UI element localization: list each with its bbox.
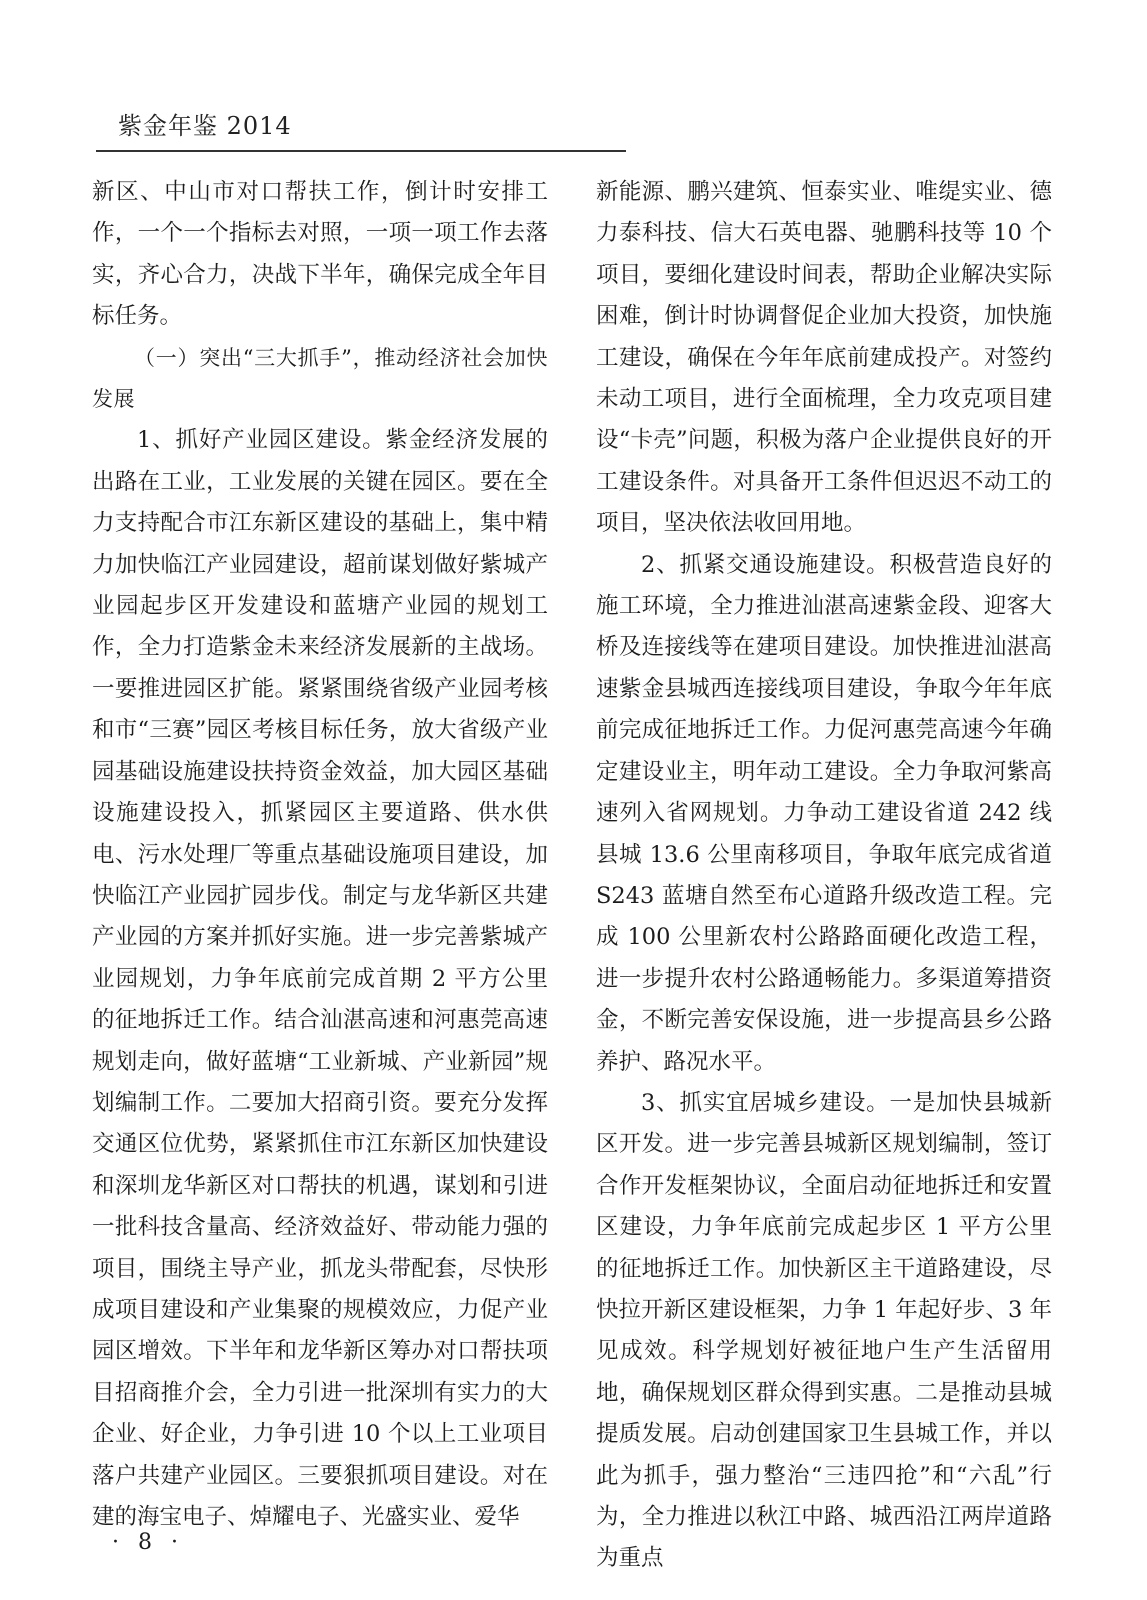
- header-rule: [96, 150, 626, 152]
- paragraph: 1、抓好产业园区建设。紫金经济发展的出路在工业，工业发展的关键在园区。要在全力支持配合市江东新区建设的基础上，集中精力加快临江产业园建设，超前谋划做好紫城产业园起步区开发建设和蓝塘产业园的规划工作，全力打造紫金未来经济发展新的主战场。一要推进园区扩能。紧紧围绕省级产业园考核和市“三赛”园区考核目标任务，放大省级产业园基础设施建设扶持资金效益，加大园区基础设施建设投入，抓紧园区主要道路、供水供电、污水处理厂等重点基础设施项目建设，加快临江产业园扩园步伐。制定与龙华新区共建产业园的方案并抓好实施。进一步完善紫城产业园规划，力争年底前完成首期 2 平方公里的征地拆迁工作。结合汕湛高速和河惠莞高速规划走向，做好蓝塘“工业新城、产业新园”规划编制工作。二要加大招商引资。要充分发挥交通区位优势，紧紧抓住市江东新区加快建设和深圳龙华新区对口帮扶的机遇，谋划和引进一批科技含量高、经济效益好、带动能力强的项目，围绕主导产业，抓龙头带配套，尽快形成项目建设和产业集聚的规模效应，力促产业园区增效。下半年和龙华新区筹办对口帮扶项目招商推介会，全力引进一批深圳有实力的大企业、好企业，力争引进 10 个以上工业项目落户共建产业园区。三要狠抓项目建设。对在建的海宝电子、焯耀电子、光盛实业、爱华: [92, 427, 548, 1530]
- paragraph: 3、抓实宜居城乡建设。一是加快县城新区开发。进一步完善县城新区规划编制，签订合作开发框架协议，全面启动征地拆迁和安置区建设，力争年底前完成起步区 1 平方公里的征地拆迁工作。加快新区主干道路建设，尽快拉开新区建设框架，力争 1 年起好步、3 年见成效。科学规划好被征地户生产生活留用地，确保规划区群众得到实惠。二是推动县城提质发展。启动创建国家卫生县城工作，并以此为抓手，强力整治“三违四抢”和“六乱”行为，全力推进以秋江中路、城西沿江两岸道路为重点: [596, 1089, 1052, 1572]
- left-column: [92, 172, 548, 1530]
- page-number: · 8 ·: [112, 1530, 184, 1555]
- paragraph: 新区、中山市对口帮扶工作，倒计时安排工作，一个一个指标去对照，一项一项工作去落实，齐心合力，决战下半年，确保完成全年目标任务。: [92, 179, 548, 330]
- right-column: [596, 172, 1052, 1572]
- paragraph: 新能源、鹏兴建筑、恒泰实业、唯缇实业、德力泰科技、信大石英电器、驰鹏科技等 10 个项目，要细化建设时间表，帮助企业解决实际困难，倒计时协调督促企业加大投资，加快施工建设，确保在今年年底前建成投产。对签约未动工项目，进行全面梳理，全力攻克项目建设“卡壳”问题，积极为落户企业提供良好的开工建设条件。对具备开工条件但迟迟不动工的项目，坚决依法收回用地。: [596, 179, 1052, 537]
- section-heading: （一）突出“三大抓手”，推动经济社会加快发展: [92, 345, 548, 412]
- paragraph: 2、抓紧交通设施建设。积极营造良好的施工环境，全力推进汕湛高速紫金段、迎客大桥及连接线等在建项目建设。加快推进汕湛高速紫金县城西连接线项目建设，争取今年年底前完成征地拆迁工作。力促河惠莞高速今年确定建设业主，明年动工建设。全力争取河紫高速列入省网规划。力争动工建设省道 242 线县城 13.6 公里南移项目，争取年底完成省道 S243 蓝塘自然至布心道路升级改造工程。完成 100 公里新农村公路路面硬化改造工程，进一步提升农村公路通畅能力。多渠道筹措资金，不断完善安保设施，进一步提高县乡公路养护、路况水平。: [596, 551, 1052, 1075]
- running-header: 紫金年鉴 2014: [118, 112, 292, 140]
